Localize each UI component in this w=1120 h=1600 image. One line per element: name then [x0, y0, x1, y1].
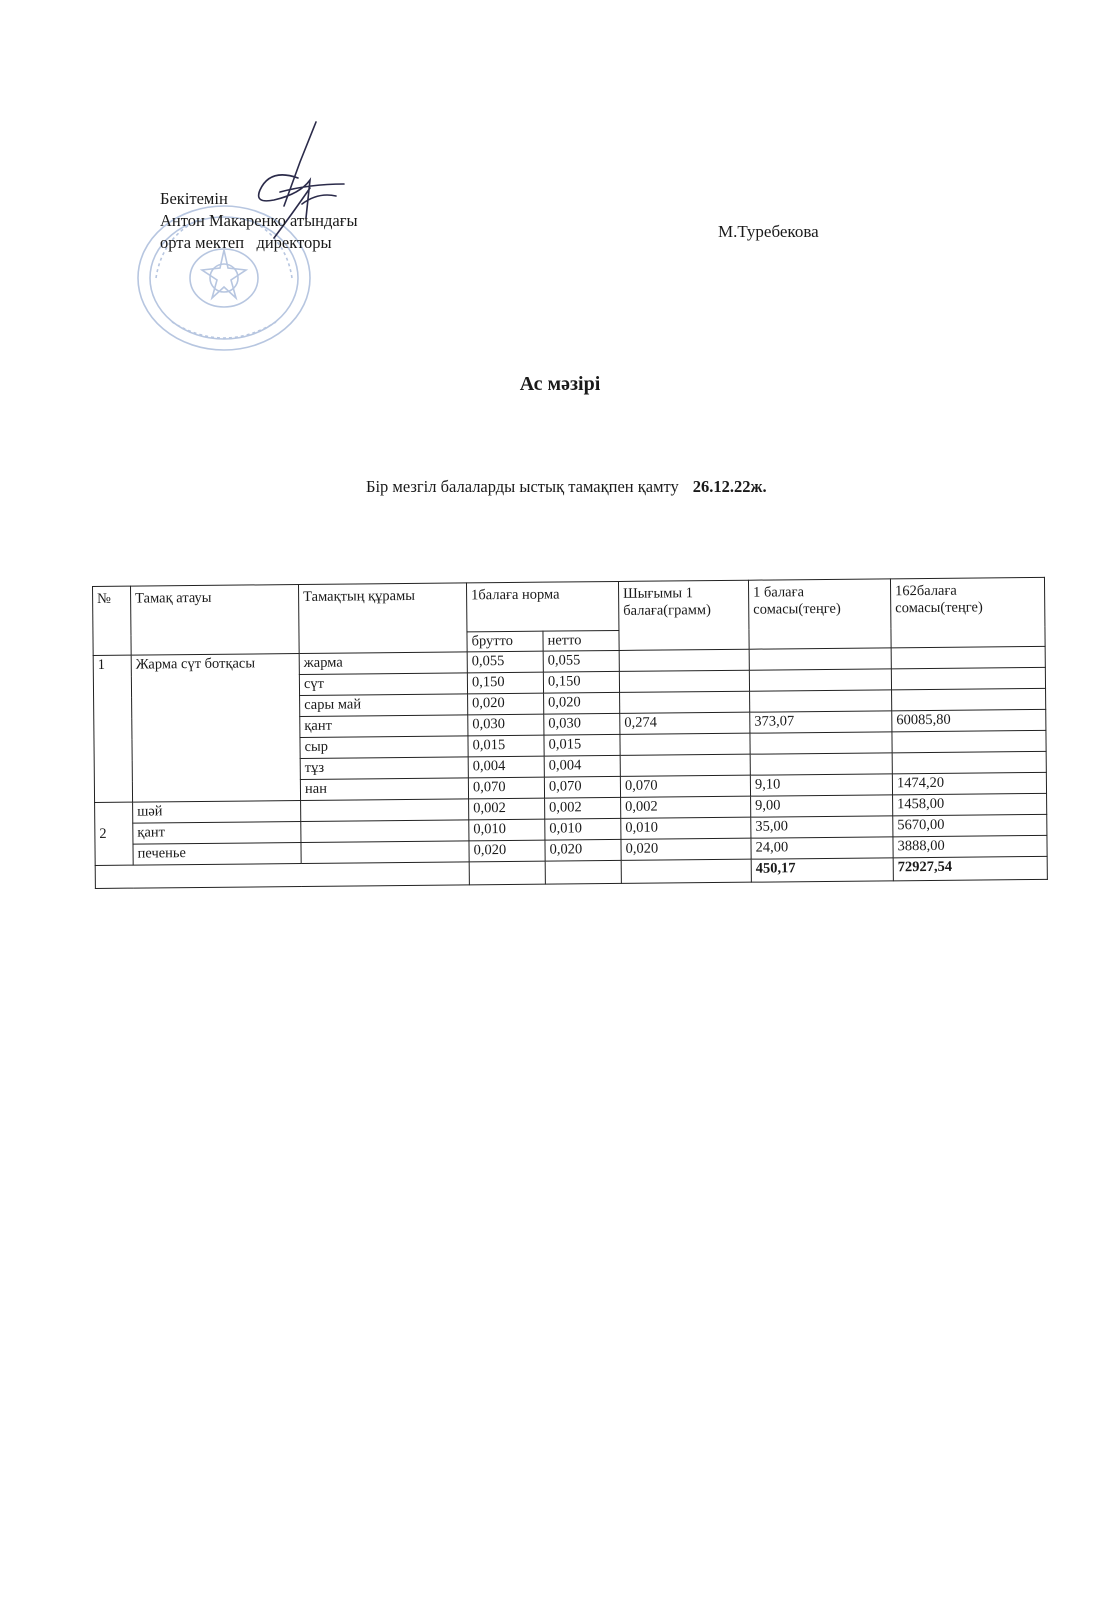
- cell-netto: 0,020: [545, 839, 621, 861]
- total-cost-one: 450,17: [751, 858, 893, 882]
- cell-brutto: 0,002: [469, 798, 545, 820]
- totals-blank-brutto: [469, 861, 545, 885]
- header-brutto: брутто: [467, 631, 543, 652]
- cell-item: [301, 820, 469, 843]
- cell-cost-one: 9,10: [750, 774, 892, 796]
- cell-cost-one: [750, 690, 892, 712]
- cell-cost-all: [891, 667, 1045, 689]
- cell-item: нан: [300, 778, 468, 801]
- cell-item: жарма: [299, 652, 467, 675]
- cell-item: [301, 841, 469, 864]
- cell-output: [620, 691, 750, 713]
- subtitle: [366, 477, 767, 497]
- cell-item: қант: [300, 715, 468, 738]
- cell-output: 0,010: [621, 817, 751, 839]
- cell-output: 0,002: [621, 796, 751, 818]
- cell-cost-all: [891, 646, 1045, 668]
- header-output: Шығымы 1 балаға(грамм): [618, 580, 749, 650]
- totals-blank: [95, 862, 469, 889]
- cell-cost-all: [892, 688, 1046, 710]
- cell-netto: 0,055: [543, 650, 619, 672]
- header-cost-all: 162балаға сомасы(теңге): [890, 577, 1045, 647]
- cell-output: [620, 733, 750, 755]
- cell-netto: 0,150: [543, 671, 619, 693]
- approval-line-3: орта мектеп директоры: [160, 233, 332, 252]
- cell-dish: шәй: [133, 801, 301, 824]
- cell-brutto: 0,030: [468, 714, 544, 736]
- cell-brutto: 0,020: [468, 693, 544, 715]
- cell-cost-all: 1474,20: [892, 772, 1046, 794]
- cell-netto: 0,030: [544, 713, 620, 735]
- menu-table: [92, 577, 1048, 889]
- cell-output: 0,070: [620, 775, 750, 797]
- cell-cost-one: 9,00: [751, 795, 893, 817]
- cell-output: [620, 754, 750, 776]
- header-netto: нетто: [543, 630, 619, 651]
- totals-blank-netto: [545, 860, 621, 884]
- cell-netto: 0,004: [544, 755, 620, 777]
- cell-output: 0,020: [621, 838, 751, 860]
- cell-item: сары май: [300, 694, 468, 717]
- approval-line-2: Антон Макаренко атындағы: [160, 211, 358, 230]
- cell-brutto: 0,004: [468, 756, 544, 778]
- cell-cost-one: [750, 732, 892, 754]
- cell-dish: печенье: [133, 843, 301, 866]
- cell-output: [619, 670, 749, 692]
- subtitle-text: Бір мезгіл балаларды ыстық тамақпен қамту: [366, 477, 679, 496]
- header-dish: Тамақ атауы: [131, 585, 300, 656]
- cell-cost-one: [749, 648, 891, 670]
- header-num: №: [93, 586, 132, 655]
- cell-cost-one: 35,00: [751, 816, 893, 838]
- director-name: М.Туребекова: [718, 222, 819, 241]
- header-composition: Тамақтың құрамы: [298, 583, 467, 654]
- cell-brutto: 0,150: [467, 672, 543, 694]
- document-title: Ас мәзірі: [519, 373, 601, 395]
- approval-block: [160, 188, 358, 254]
- cell-item: [301, 799, 469, 822]
- cell-brutto: 0,015: [468, 735, 544, 757]
- totals-blank-output: [621, 859, 751, 883]
- cell-netto: 0,015: [544, 734, 620, 756]
- cell-num: 2: [95, 802, 134, 865]
- subtitle-date: 26.12.22ж.: [692, 477, 767, 496]
- cell-cost-all: 60085,80: [892, 709, 1046, 731]
- cell-item: сүт: [299, 673, 467, 696]
- approval-line-1: Бекітемін: [160, 189, 228, 208]
- cell-netto: 0,070: [544, 776, 620, 798]
- cell-cost-all: 1458,00: [893, 793, 1047, 815]
- cell-cost-one: [749, 669, 891, 691]
- cell-cost-all: 3888,00: [893, 835, 1047, 857]
- cell-cost-one: 373,07: [750, 711, 892, 733]
- header-norm: 1балаға норма: [466, 581, 618, 631]
- cell-brutto: 0,010: [469, 819, 545, 841]
- cell-brutto: 0,055: [467, 651, 543, 673]
- header-cost-one: 1 балаға сомасы(теңге): [748, 579, 891, 649]
- cell-cost-one: [750, 753, 892, 775]
- cell-cost-all: [892, 730, 1046, 752]
- cell-cost-all: [892, 751, 1046, 773]
- cell-netto: 0,002: [545, 797, 621, 819]
- cell-dish: қант: [133, 822, 301, 845]
- cell-item: тұз: [300, 757, 468, 780]
- cell-brutto: 0,020: [469, 840, 545, 862]
- cell-cost-one: 24,00: [751, 837, 893, 859]
- cell-cost-all: 5670,00: [893, 814, 1047, 836]
- cell-item: сыр: [300, 736, 468, 759]
- total-cost-all: 72927,54: [893, 856, 1047, 880]
- cell-dish: Жарма сүт ботқасы: [131, 654, 300, 803]
- cell-output: [619, 649, 749, 671]
- cell-netto: 0,020: [544, 692, 620, 714]
- table-header-row: [93, 577, 1045, 635]
- cell-output: 0,274: [620, 712, 750, 734]
- cell-num: 1: [93, 655, 132, 802]
- cell-netto: 0,010: [545, 818, 621, 840]
- cell-brutto: 0,070: [468, 777, 544, 799]
